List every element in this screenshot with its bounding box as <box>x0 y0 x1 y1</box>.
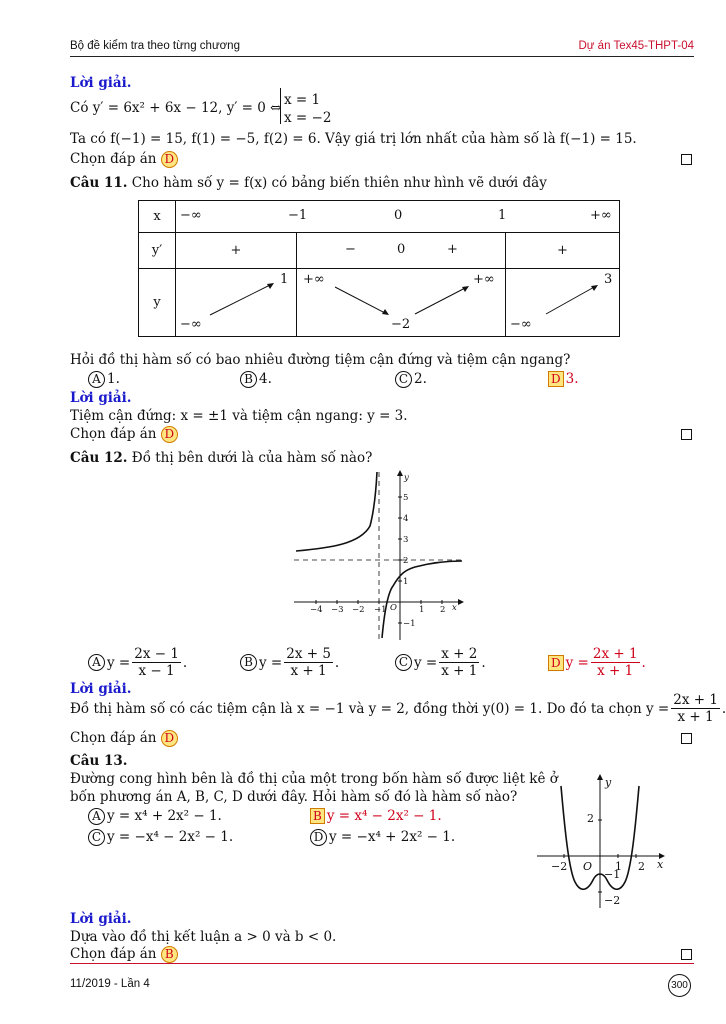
option-letter: D <box>310 829 327 846</box>
right-branch <box>382 561 462 638</box>
row-yp-label: y′ <box>139 233 176 269</box>
q13-option-c[interactable] <box>88 829 233 846</box>
sol1-bracket <box>280 88 281 124</box>
answer-badge: D <box>161 151 178 168</box>
q13-line2: bốn phương án A, B, C, D dưới đây. Hỏi hàm số đó là hàm số nào? <box>70 789 518 805</box>
numerator: 2x + 5 <box>286 646 331 662</box>
q12-text: Đồ thị bên dưới là của hàm số nào? <box>131 450 373 466</box>
yp-sign: + <box>447 242 458 257</box>
increasing-arrow <box>542 281 602 319</box>
x-value: 1 <box>498 208 507 223</box>
x-tick-label: −2 <box>551 860 568 873</box>
yp-zero: 0 <box>397 242 406 257</box>
option-fraction <box>284 646 333 679</box>
increasing-arrow <box>206 279 278 319</box>
x-tick-label: −2 <box>352 605 365 615</box>
option-text: 1. <box>107 371 120 387</box>
row-y-label: y <box>139 269 176 337</box>
option-letter: A <box>88 371 105 388</box>
x-tick-label: −1 <box>374 605 387 615</box>
option-letter: A <box>88 654 105 671</box>
q11-line <box>70 175 547 191</box>
q13-option-b[interactable] <box>310 808 442 824</box>
y-value: −∞ <box>510 317 532 332</box>
option-text: 2. <box>414 371 427 387</box>
y-tick-label: 5 <box>403 493 409 503</box>
q12-graph <box>290 466 470 644</box>
denominator: x + 1 <box>290 663 327 679</box>
y-axis-label: y <box>404 473 409 483</box>
choose-label: Chọn đáp án <box>70 946 157 962</box>
q12-choose <box>70 730 178 747</box>
numerator: 2x + 1 <box>592 646 638 662</box>
numerator: 2x + 1 <box>673 692 718 708</box>
q11-option-c[interactable] <box>395 371 427 388</box>
sol1-case1: x = 1 <box>284 92 321 108</box>
y-tick-label: 4 <box>403 514 409 524</box>
header-right: Dự án Tex45-THPT-04 <box>578 40 694 52</box>
q12-sol-line: Đồ thị hàm số có các tiệm cận là x = −1 và y = 2, đồng thời y(0) = 1. Do đó ta chọn y = $\frac{2x + 1}{x + 1}$ . <box>70 692 726 725</box>
option-text: y = −x⁴ − 2x² − 1. <box>107 829 234 845</box>
yp-sign: − <box>345 242 356 257</box>
q11-question: Hỏi đồ thị hàm số có bao nhiêu đường tiệm cận đứng và tiệm cận ngang? <box>70 352 571 368</box>
page-number: 300 <box>668 974 691 997</box>
denominator: x − 1 <box>138 663 175 679</box>
option-text: 3. <box>565 371 579 387</box>
y-value: +∞ <box>303 272 325 287</box>
option-fraction <box>439 646 479 679</box>
denominator: x + 1 <box>597 663 634 679</box>
y-tick-label: 2 <box>403 556 409 566</box>
x-axis-label: x <box>452 603 457 613</box>
x-axis-label: x <box>657 858 664 871</box>
q11-text: Cho hàm số y = f(x) có bảng biến thiên như hình vẽ dưới đây <box>131 175 547 191</box>
header-rule <box>70 56 694 57</box>
option-letter: D <box>548 371 564 387</box>
answer-badge: D <box>161 730 178 747</box>
option-prefix: y = <box>414 654 438 671</box>
sol1-derivative: Có y′ = 6x² + 6x − 12, y′ = 0 ⇔ <box>70 100 282 116</box>
option-letter: C <box>395 371 412 388</box>
option-prefix: y = <box>259 654 283 671</box>
y-value: 1 <box>280 272 289 287</box>
x-value: +∞ <box>590 208 612 223</box>
option-letter: D <box>548 655 564 671</box>
y-cell-1 <box>176 269 297 337</box>
sol1-choose <box>70 151 178 168</box>
option-prefix: y = <box>107 654 131 671</box>
qed-box <box>681 429 692 440</box>
denominator: x + 1 <box>441 663 478 679</box>
y-value: 3 <box>604 272 613 287</box>
decreasing-arrow <box>331 283 393 319</box>
q11-option-a[interactable] <box>88 371 120 388</box>
y-axis-label: y <box>605 776 612 789</box>
x-value: −∞ <box>180 208 202 223</box>
q13-label: Câu 13. <box>70 753 128 769</box>
x-tick-label: 1 <box>419 605 425 615</box>
footer-rule <box>70 963 694 964</box>
q12-label: Câu 12. <box>70 450 128 466</box>
qed-box <box>681 733 692 744</box>
q13-choose <box>70 946 178 963</box>
y-value: −∞ <box>180 317 202 332</box>
x-tick-label: 2 <box>440 605 446 615</box>
y-cell-2 <box>297 269 506 337</box>
numerator: x + 2 <box>441 646 478 662</box>
y-tick-label: 1 <box>403 577 409 587</box>
yp-middle <box>297 233 506 269</box>
y-tick-label: −1 <box>403 619 416 629</box>
q13-option-d[interactable] <box>310 829 455 846</box>
option-letter: C <box>395 654 412 671</box>
q13-sol-label: Lời giải. <box>70 911 132 927</box>
y-tick-label: 3 <box>403 535 409 545</box>
q11-sol-text: Tiệm cận đứng: x = ±1 và tiệm cận ngang: y = 3. <box>70 408 408 424</box>
y-tick-label: −1 <box>604 868 621 881</box>
option-text: y = x⁴ − 2x² − 1. <box>326 808 442 824</box>
sol-fraction <box>671 692 720 725</box>
sol1-line2: Ta có f(−1) = 15, f(1) = −5, f(2) = 6. Vậy giá trị lớn nhất của hàm số là f(−1) = 15. <box>70 131 637 147</box>
option-fraction <box>591 646 640 679</box>
option-letter: A <box>88 808 105 825</box>
q12-option-b[interactable]: B y = $\frac{2x + 5}{x + 1}$ . <box>240 646 339 679</box>
q11-label: Câu 11. <box>70 175 128 191</box>
option-letter: B <box>240 654 257 671</box>
q13-option-a[interactable] <box>88 808 222 825</box>
qed-box <box>681 154 692 165</box>
yp-sign: + <box>176 233 297 269</box>
row-x-label: x <box>139 201 176 233</box>
option-text: y = x⁴ + 2x² − 1. <box>107 808 222 824</box>
y-cell-3 <box>506 269 620 337</box>
option-letter: C <box>88 829 105 846</box>
choose-label: Chọn đáp án <box>70 426 157 442</box>
x-tick-label: −3 <box>331 605 344 615</box>
left-branch <box>296 472 377 551</box>
sol1-case2: x = −2 <box>284 110 332 126</box>
origin-label: O <box>390 603 397 613</box>
q13-graph <box>535 772 675 912</box>
header-left: Bộ đề kiểm tra theo từng chương <box>70 40 240 52</box>
answer-badge: D <box>161 426 178 443</box>
option-text: y = −x⁴ + 2x² − 1. <box>329 829 456 845</box>
q12-sol-text: Đồ thị hàm số có các tiệm cận là x = −1 và y = 2, đồng thời y(0) = 1. Do đó ta chọn y = <box>70 700 670 717</box>
y-value: −2 <box>391 317 411 332</box>
q12-line <box>70 450 372 466</box>
row-x-values <box>176 201 620 233</box>
choose-label: Chọn đáp án <box>70 151 157 167</box>
x-tick-label: −4 <box>310 605 323 615</box>
sol1-label: Lời giải. <box>70 75 132 91</box>
x-tick-label: 2 <box>638 860 645 873</box>
q13-line1: Đường cong hình bên là đồ thị của một trong bốn hàm số được liệt kê ở <box>70 771 558 787</box>
x-tick-label: 1 <box>615 860 622 873</box>
numerator: 2x − 1 <box>134 646 179 662</box>
q11-option-b[interactable] <box>240 371 272 388</box>
footer-left: 11/2019 - Lần 4 <box>70 978 150 990</box>
yp-sign: + <box>506 233 620 269</box>
q12-option-d[interactable]: D y = $\frac{2x + 1}{x + 1}$ . <box>548 646 646 679</box>
sol1-line1 <box>70 100 281 116</box>
q11-choose <box>70 426 178 443</box>
option-letter: B <box>310 808 325 824</box>
q12-option-a[interactable]: A y = $\frac{2x - 1}{x - 1}$ . <box>88 646 187 679</box>
increasing-arrow <box>411 283 473 319</box>
denominator: x + 1 <box>677 709 714 725</box>
q11-option-d[interactable] <box>548 371 579 387</box>
q11-sol-label: Lời giải. <box>70 390 132 406</box>
option-prefix: y = <box>565 654 589 671</box>
x-value: −1 <box>288 208 308 223</box>
y-value: +∞ <box>473 272 495 287</box>
x-value: 0 <box>394 208 403 223</box>
option-text: 4. <box>259 371 272 387</box>
q12-sol-label: Lời giải. <box>70 681 132 697</box>
q13-sol-text: Dựa vào đồ thị kết luận a > 0 và b < 0. <box>70 929 337 945</box>
option-fraction <box>132 646 181 679</box>
y-tick-label: −2 <box>604 894 621 907</box>
variation-table <box>138 200 620 337</box>
answer-badge: B <box>161 946 178 963</box>
origin-label: O <box>583 860 593 873</box>
y-tick-label: 2 <box>587 812 594 825</box>
qed-box <box>681 949 692 960</box>
q12-option-c[interactable]: C y = $\frac{x + 2}{x + 1}$ . <box>395 646 486 679</box>
option-letter: B <box>240 371 257 388</box>
choose-label: Chọn đáp án <box>70 730 157 746</box>
